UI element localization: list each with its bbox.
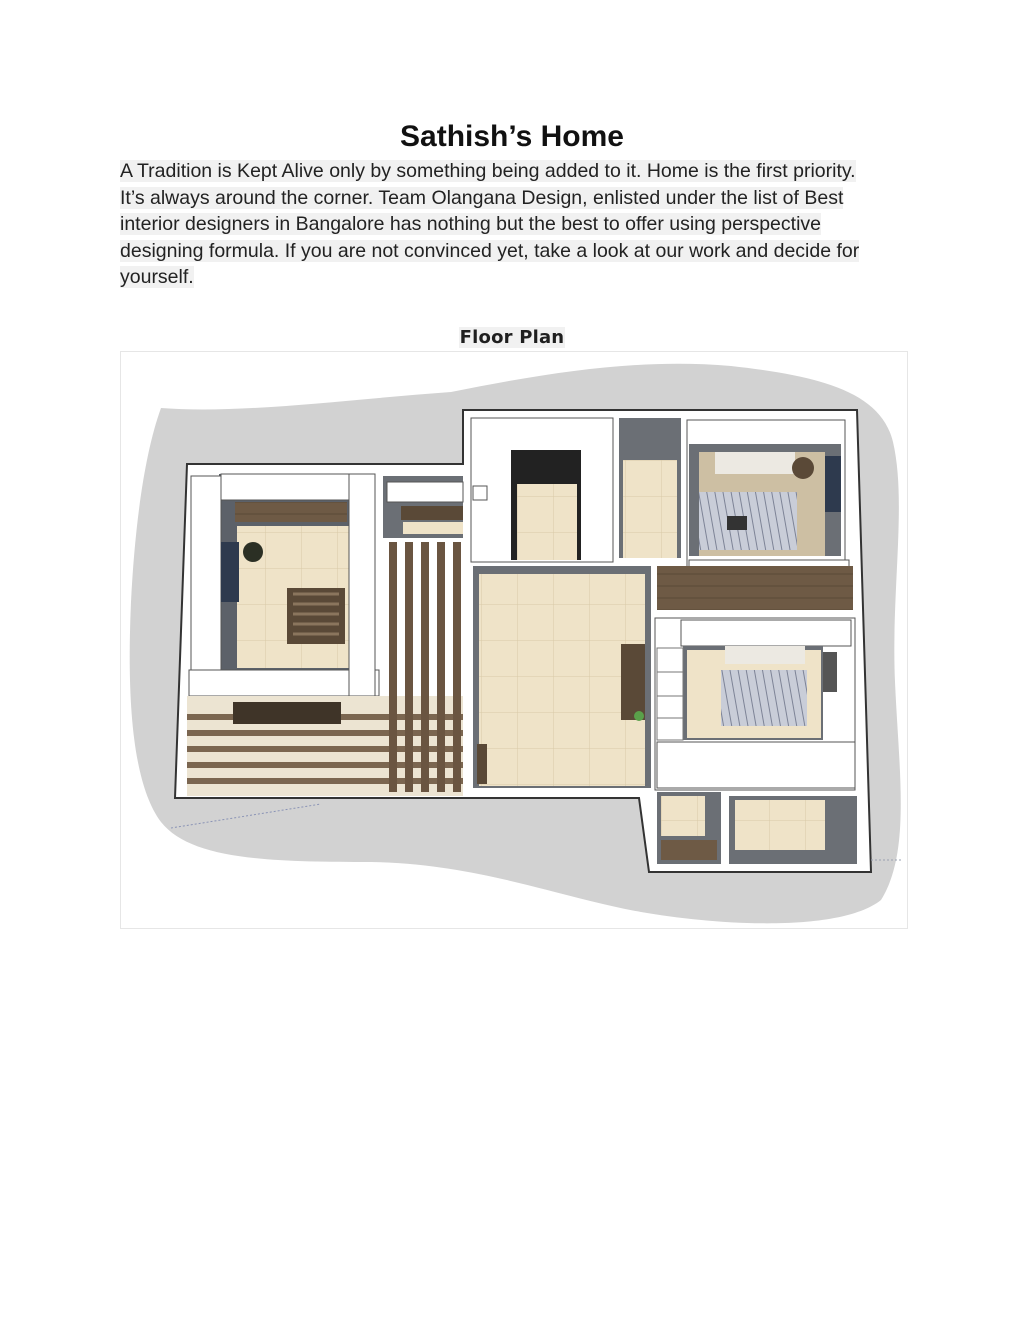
intro-line: It’s always around the corner. Team Olangana Design, enlisted under the list of Best — [120, 186, 844, 209]
intro-line: interior designers in Bangalore has nothing but the best to offer using perspective — [120, 213, 822, 236]
intro-line: A Tradition is Kept Alive only by something being added to it. Home is the first priority. — [120, 160, 856, 182]
floor-plan-image — [120, 351, 908, 929]
intro-paragraph — [120, 158, 905, 291]
figure-caption-text: Floor Plan — [459, 327, 565, 348]
figure-caption — [0, 327, 1024, 348]
floor-plan-icon — [121, 352, 907, 928]
intro-line: designing formula. If you are not convinced yet, take a look at our work and decide for — [120, 239, 860, 262]
intro-line: yourself. — [120, 266, 194, 289]
page-title: Sathish’s Home — [400, 120, 624, 153]
